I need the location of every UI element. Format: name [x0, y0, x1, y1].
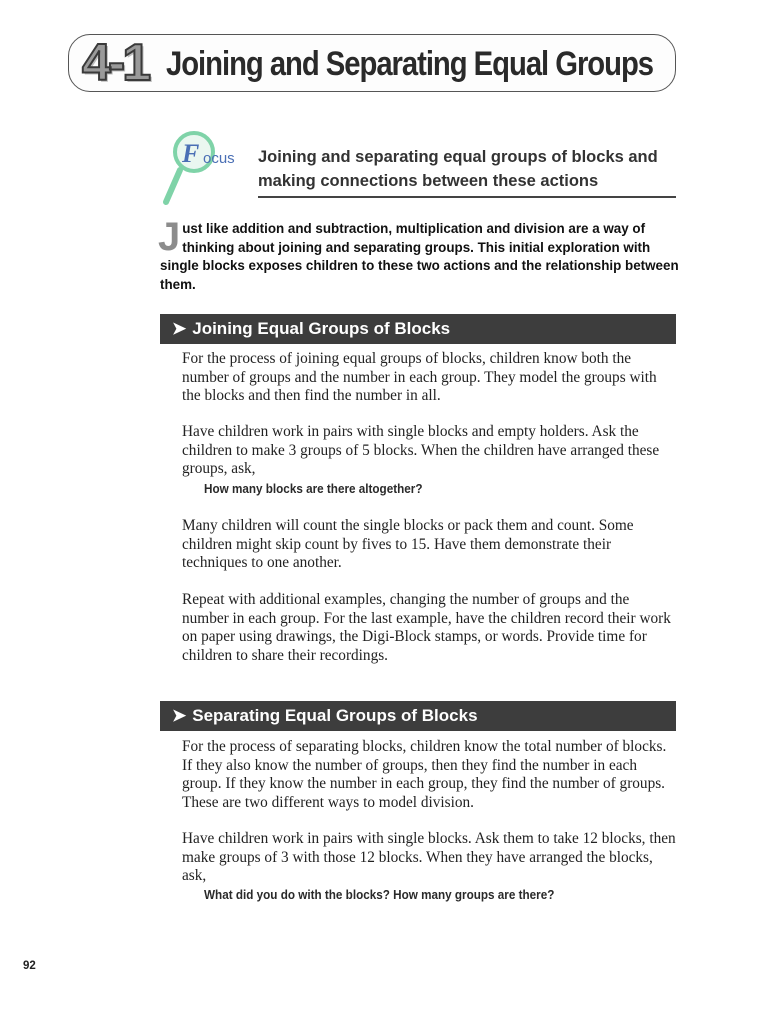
- section-heading-joining: [160, 314, 676, 344]
- focus-statement: Joining and separating equal groups of blocks and making connections between these actions: [258, 148, 658, 190]
- paragraph-separating-1: For the process of separating blocks, children know the total number of blocks. If they also know the number of groups, then they find the number in each group. If they know the number in each group, they find the number of groups. These are two different ways to model division.: [182, 738, 667, 811]
- drop-cap: J: [158, 215, 181, 259]
- section-heading-text: Joining Equal Groups of Blocks: [192, 319, 451, 338]
- focus-label-rest: ocus: [203, 150, 235, 167]
- arrow-icon: ➤: [172, 319, 187, 338]
- intro-text: ust like addition and subtraction, multiplication and division are a way of thinking about joining and separating groups. This initial exploration with single blocks exposes children to these two actions and the relationship between them.: [160, 221, 679, 292]
- paragraph-joining-1: For the process of joining equal groups of blocks, children know both the number of groups and the number in each group. They model the groups with the blocks and then find the number in all.: [182, 350, 657, 404]
- paragraph-joining-4: Repeat with additional examples, changing the number of groups and the number in each group. For the last example, have the children record their work on paper using drawings, the Digi-Block stamps, or words. Provide time for children to share their recordings.: [182, 591, 671, 664]
- paragraph-joining-2: Have children work in pairs with single blocks and empty holders. Ask the children to make 3 groups of 5 blocks. When the children have arranged these groups, ask,: [182, 423, 660, 477]
- section-heading-separating: [160, 701, 676, 731]
- question-separating: What did you do with the blocks? How many groups are there?: [204, 887, 555, 902]
- arrow-icon: ➤: [172, 706, 187, 725]
- paragraph-joining-3: Many children will count the single blocks or pack them and count. Some children might skip count by fives to 15. Have them demonstrate their techniques to one another.: [182, 517, 634, 571]
- page-number: 92: [23, 960, 36, 972]
- lesson-title: Joining and Separating Equal Groups: [166, 45, 654, 83]
- focus-label-f: F: [182, 139, 200, 168]
- intro-paragraph: [158, 215, 680, 294]
- lesson-number: 4-1: [82, 34, 149, 92]
- question-joining: How many blocks are there altogether?: [204, 481, 423, 496]
- paragraph-separating-2: Have children work in pairs with single blocks. Ask them to take 12 blocks, then make groups of 3 with those 12 blocks. When they have arranged the blocks, ask,: [182, 830, 676, 884]
- focus-divider: [258, 196, 676, 198]
- section-heading-text: Separating Equal Groups of Blocks: [192, 706, 478, 725]
- magnifying-glass-icon: [160, 130, 246, 206]
